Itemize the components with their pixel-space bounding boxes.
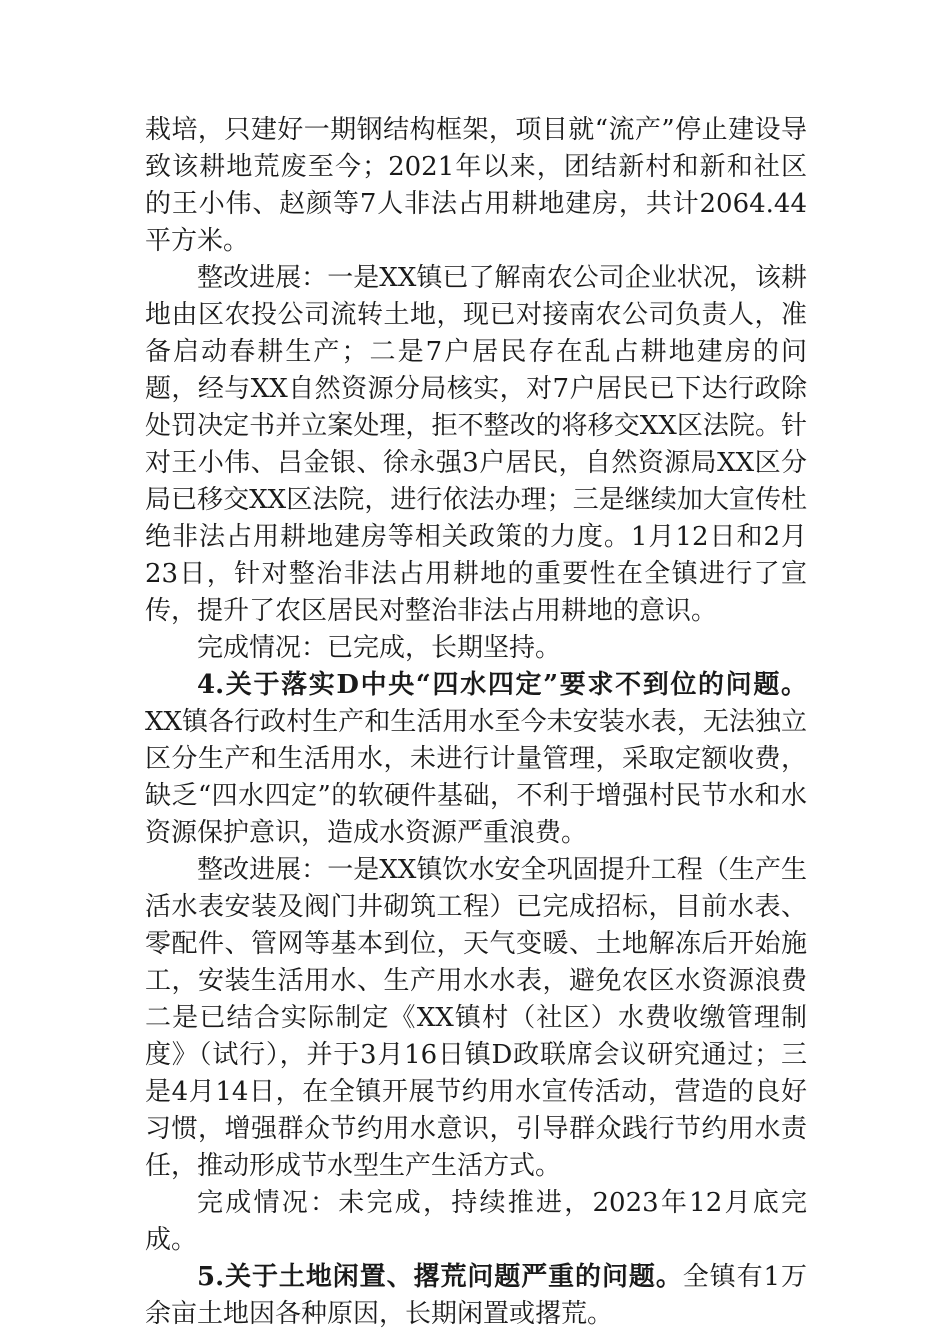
paragraph-rectification-progress [145, 852, 807, 1185]
paragraph-completion-status [145, 630, 807, 667]
paragraph-continuation [145, 112, 807, 260]
paragraph-completion-status [145, 1185, 807, 1259]
paragraph-text: 完成情况：已完成，长期坚持。 [197, 633, 562, 663]
paragraph-text: 完成情况：未完成，持续推进，2023年12月底完成。 [145, 1188, 807, 1255]
paragraph-issue-5 [145, 1259, 807, 1333]
paragraph-text: 整改进展：一是XX镇饮水安全巩固提升工程（生产生活水表安装及阀门井砌筑工程）已完成招标，目前水表、零配件、管网等基本到位，天气变暖、土地解冻后开始施工，安装生活用水、生产用水水表，避免农区水资源浪费二是已结合实际制定《XX镇村（社区）水费收缴管理制度》（试行），并于3月16日镇D政联席会议研究通过；三是4月14日，在全镇开展节约用水宣传活动，营造的良好习惯，增强群众节约用水意识，引导群众践行节约用水责任，推动形成节水型生产生活方式。 [145, 855, 807, 1181]
paragraph-text: 全镇有1万余亩土地因各种原因，长期闲置或撂荒。 [145, 1262, 807, 1329]
paragraph-rectification-progress [145, 260, 807, 630]
paragraph-issue-4 [145, 667, 807, 852]
paragraph-text: 栽培，只建好一期钢结构框架，项目就“流产”停止建设导致该耕地荒废至今；2021年以来，团结新村和新和社区的王小伟、赵颜等7人非法占用耕地建房，共计2064.44平方米。 [145, 115, 807, 256]
issue-heading: 4.关于落实D中央“四水四定”要求不到位的问题。 [197, 670, 807, 700]
paragraph-text: 整改进展：一是XX镇已了解南农公司企业状况，该耕地由区农投公司流转土地，现已对接南农公司负责人，准备启动春耕生产；二是7户居民存在乱占耕地建房的问题，经与XX自然资源分局核实，对7户居民已下达行政除处罚决定书并立案处理，拒不整改的将移交XX区法院。针对王小伟、吕金银、徐永强3户居民，自然资源局XX区分局已移交XX区法院，进行依法办理；三是继续加大宣传杜绝非法占用耕地建房等相关政策的力度。1月12日和2月23日，针对整治非法占用耕地的重要性在全镇进行了宣传，提升了农区居民对整治非法占用耕地的意识。 [145, 263, 807, 626]
document-body [145, 112, 807, 1333]
paragraph-text: XX镇各行政村生产和生活用水至今未安装水表，无法独立区分生产和生活用水，未进行计量管理，采取定额收费，缺乏“四水四定”的软硬件基础，不利于增强村民节水和水资源保护意识，造成水资源严重浪费。 [145, 707, 807, 848]
issue-heading: 5.关于土地闲置、撂荒问题严重的问题。 [197, 1262, 683, 1292]
